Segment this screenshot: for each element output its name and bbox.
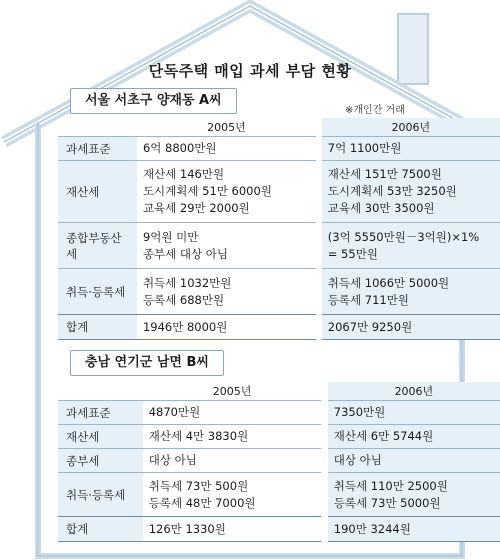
cell-2005: 취득세 73만 500원 등록세 48만 7000원 bbox=[143, 472, 322, 516]
year-header-a1: 2005년 bbox=[137, 118, 316, 136]
cell-total-2005: 126만 1330원 bbox=[143, 516, 322, 542]
cell-total-2006: 190만 3244원 bbox=[328, 516, 500, 542]
cell-2005: 4870만원 bbox=[143, 400, 322, 424]
year-header-b1: 2005년 bbox=[143, 382, 322, 400]
tax-table-a bbox=[58, 118, 500, 340]
section-label-b: 충남 연기군 남면 B씨 bbox=[70, 350, 224, 376]
row-key: 종부세 bbox=[58, 448, 143, 472]
page-title: 단독주택 매입 과세 부담 현황 bbox=[148, 62, 352, 80]
row-key: 과세표준 bbox=[58, 136, 137, 160]
cell-2006: (3억 5550만원－3억원)×1% = 55만원 bbox=[322, 222, 500, 268]
cell-2006: 7억 1100만원 bbox=[322, 136, 500, 160]
cell-2005: 재산세 146만원 도시계획세 51만 6000원 교육세 29만 2000원 bbox=[137, 160, 316, 222]
cell-2006: 취득세 1066만 5000원 등록세 711만원 bbox=[322, 268, 500, 314]
cell-2005: 재산세 4만 3830원 bbox=[143, 424, 322, 448]
row-key: 종합부동산세 bbox=[58, 222, 137, 268]
cell-2005: 대상 아님 bbox=[143, 448, 322, 472]
row-key-total: 합계 bbox=[58, 314, 137, 340]
cell-2006: 재산세 151만 7500원 도시계획세 53만 3250원 교육세 30만 3500원 bbox=[322, 160, 500, 222]
row-key: 취득·등록세 bbox=[58, 472, 143, 516]
tax-table-b bbox=[58, 382, 500, 542]
cell-total-2006: 2067만 9250원 bbox=[322, 314, 500, 340]
section-label-a: 서울 서초구 양재동 A씨 bbox=[70, 88, 237, 114]
cell-2005: 9억원 미만 종부세 대상 아님 bbox=[137, 222, 316, 268]
row-key: 취득·등록세 bbox=[58, 268, 137, 314]
row-key: 재산세 bbox=[58, 160, 137, 222]
cell-2006: 7350만원 bbox=[328, 400, 500, 424]
cell-2005: 취득세 1032만원 등록세 688만원 bbox=[137, 268, 316, 314]
year-header-a2: 2006년 bbox=[322, 118, 500, 136]
note-private-transaction: ※개인간 거래 bbox=[345, 105, 405, 116]
cell-2005: 6억 8800만원 bbox=[137, 136, 316, 160]
row-key: 과세표준 bbox=[58, 400, 143, 424]
cell-2006: 재산세 6만 5744원 bbox=[328, 424, 500, 448]
row-key-total: 합계 bbox=[58, 516, 143, 542]
year-header-b2: 2006년 bbox=[328, 382, 500, 400]
row-key: 재산세 bbox=[58, 424, 143, 448]
cell-2006: 대상 아님 bbox=[328, 448, 500, 472]
cell-2006: 취득세 110만 2500원 등록세 73만 5000원 bbox=[328, 472, 500, 516]
cell-total-2005: 1946만 8000원 bbox=[137, 314, 316, 340]
